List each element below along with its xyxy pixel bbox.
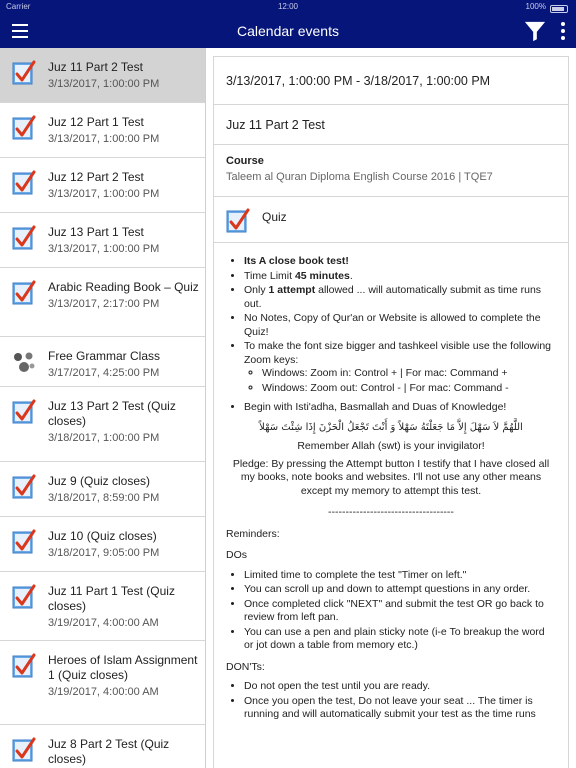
status-bar (0, 0, 576, 14)
event-title: Juz 10 (Quiz closes) (48, 529, 157, 543)
event-title: Juz 13 Part 1 Test (48, 225, 144, 239)
quiz-icon (12, 584, 36, 610)
filter-icon[interactable] (524, 20, 546, 42)
reminder-item: • You can use a pen and plain sticky note (i-e To breakup the word or jot down a table from memory etc.) (244, 626, 556, 653)
event-list-item[interactable] (0, 268, 205, 337)
event-list-item[interactable] (0, 48, 205, 103)
event-title: Juz 9 (Quiz closes) (48, 474, 151, 488)
zoom-key-item: ◦ Windows: Zoom in: Control + | For mac: Command + (262, 367, 556, 381)
quiz-icon (12, 399, 36, 425)
event-list-item[interactable] (0, 641, 205, 725)
event-list-item[interactable] (0, 572, 205, 641)
event-list-item[interactable] (0, 337, 205, 387)
event-date: 3/19/2017, 4:00:00 AM (48, 686, 159, 698)
quiz-icon (12, 737, 36, 763)
rules-list (226, 255, 556, 395)
course-label: Course (226, 155, 264, 167)
event-date: 3/18/2017, 9:05:00 PM (48, 547, 160, 559)
event-list-item[interactable] (0, 387, 205, 462)
reminder-item: • Once completed click "NEXT" and submit the test OR go back to review from left pan. (244, 598, 556, 625)
event-title: Free Grammar Class (48, 349, 161, 363)
dos-heading: DOs (226, 549, 247, 561)
event-description (214, 243, 568, 722)
module-name: Quiz (262, 210, 287, 224)
event-date: 3/13/2017, 1:00:00 PM (48, 188, 160, 200)
event-title: Juz 12 Part 2 Test (48, 170, 144, 184)
battery-icon (550, 5, 568, 13)
event-title: Juz 13 Part 2 Test (Quiz closes) (48, 399, 176, 428)
rule-item: • Only 1 attempt allowed ... will automatically submit as time runs out. (244, 284, 556, 311)
event-date: 3/13/2017, 2:17:00 PM (48, 298, 160, 310)
event-date-range: 3/13/2017, 1:00:00 PM - 3/18/2017, 1:00:00 PM (214, 57, 568, 105)
reminders-heading: Reminders: (226, 527, 280, 540)
reminder-item: • Do not open the test until you are ready. (244, 680, 556, 694)
event-list-item[interactable] (0, 103, 205, 158)
quiz-icon (12, 474, 36, 500)
event-date: 3/18/2017, 1:00:00 PM (48, 432, 160, 444)
event-date: 3/13/2017, 1:00:00 PM (48, 78, 160, 90)
event-list-item[interactable] (0, 158, 205, 213)
quiz-icon (12, 529, 36, 555)
clock: 12:00 (277, 2, 299, 11)
reminder-item: • You can scroll up and down to attempt questions in any order. (244, 583, 556, 597)
webinar-icon (12, 349, 36, 375)
event-list[interactable] (0, 48, 206, 768)
event-title: Arabic Reading Book – Quiz (48, 280, 199, 294)
event-list-item[interactable] (0, 462, 205, 517)
page-title: Calendar events (237, 23, 339, 39)
quiz-icon (12, 60, 36, 86)
event-date: 3/19/2017, 4:00:00 AM (48, 617, 159, 629)
more-options-icon[interactable] (560, 22, 566, 40)
event-list-item[interactable] (0, 725, 205, 768)
event-list-item[interactable] (0, 517, 205, 572)
battery-percent: 100% (525, 2, 546, 11)
reminder-item: • Limited time to complete the test "Timer on left." (244, 569, 556, 583)
quiz-icon (12, 653, 36, 679)
event-title: Heroes of Islam Assignment 1 (Quiz closes) (48, 653, 198, 682)
event-title: Juz 8 Part 2 Test (Quiz closes) (48, 737, 170, 766)
module-link[interactable] (214, 197, 568, 243)
quiz-icon (12, 280, 36, 306)
rule-item: • Begin with Isti'adha, Basmallah and Duas of Knowledge! (244, 401, 556, 415)
event-name: Juz 11 Part 2 Test (214, 105, 568, 145)
event-title: Juz 11 Part 1 Test (Quiz closes) (48, 584, 175, 613)
rule-item: • To make the font size bigger and tashkeel visible use the following Zoom keys: ◦ Windows: Zoom in: Control + | For mac: Command + ◦ Windows: Zoom out: Control - | For mac: Command - (244, 340, 556, 395)
event-detail-panel (213, 56, 569, 768)
zoom-key-item: ◦ Windows: Zoom out: Control - | For mac: Command - (262, 382, 556, 396)
quiz-icon (12, 115, 36, 141)
remember-line: Remember Allah (swt) is your invigilator! (297, 440, 485, 452)
donts-heading: DON'Ts: (226, 660, 265, 673)
carrier-label: Carrier (6, 2, 31, 11)
quiz-icon (226, 208, 250, 234)
course-value[interactable]: Taleem al Quran Diploma English Course 2016 | TQE7 (226, 171, 493, 183)
event-date: 3/17/2017, 4:25:00 PM (48, 367, 160, 379)
arabic-dua: اللَّهُمَّ لاَ سَهْلَ إِلاَّ مَا جَعَلْتَهُ سَهْلاً وَ أَنْتَ تَجْعَلُ الْحَزْنَ إِذَا شِئْتَ سَهْلاً (259, 421, 523, 433)
pledge-text: Pledge: By pressing the Attempt button I testify that I have closed all my books, note books and websites. I'll not use any other means except my memory to attempt this test. (232, 457, 550, 497)
quiz-icon (12, 170, 36, 196)
navigation-bar (0, 14, 576, 48)
reminder-item: • Once you open the test, Do not leave your seat ... The timer is running and will automatically submit your test as the time runs (244, 695, 556, 722)
event-date: 3/13/2017, 1:00:00 PM (48, 133, 160, 145)
event-list-item[interactable] (0, 213, 205, 268)
event-title: Juz 11 Part 2 Test (48, 60, 143, 74)
course-section (214, 145, 568, 197)
begin-list (226, 401, 556, 415)
event-title: Juz 12 Part 1 Test (48, 115, 144, 129)
event-date: 3/13/2017, 1:00:00 PM (48, 243, 160, 255)
rule-item: • No Notes, Copy of Qur'an or Website is allowed to complete the Quiz! (244, 312, 556, 339)
quiz-icon (12, 225, 36, 251)
divider-text: ------------------------------------ (328, 506, 454, 518)
rule-item: • Time Limit 45 minutes. (244, 270, 556, 284)
battery-indicator (526, 0, 568, 14)
rule-item: • Its A close book test! (244, 255, 556, 269)
event-date: 3/18/2017, 8:59:00 PM (48, 492, 160, 504)
donts-list (226, 680, 556, 722)
dos-list (226, 569, 556, 653)
